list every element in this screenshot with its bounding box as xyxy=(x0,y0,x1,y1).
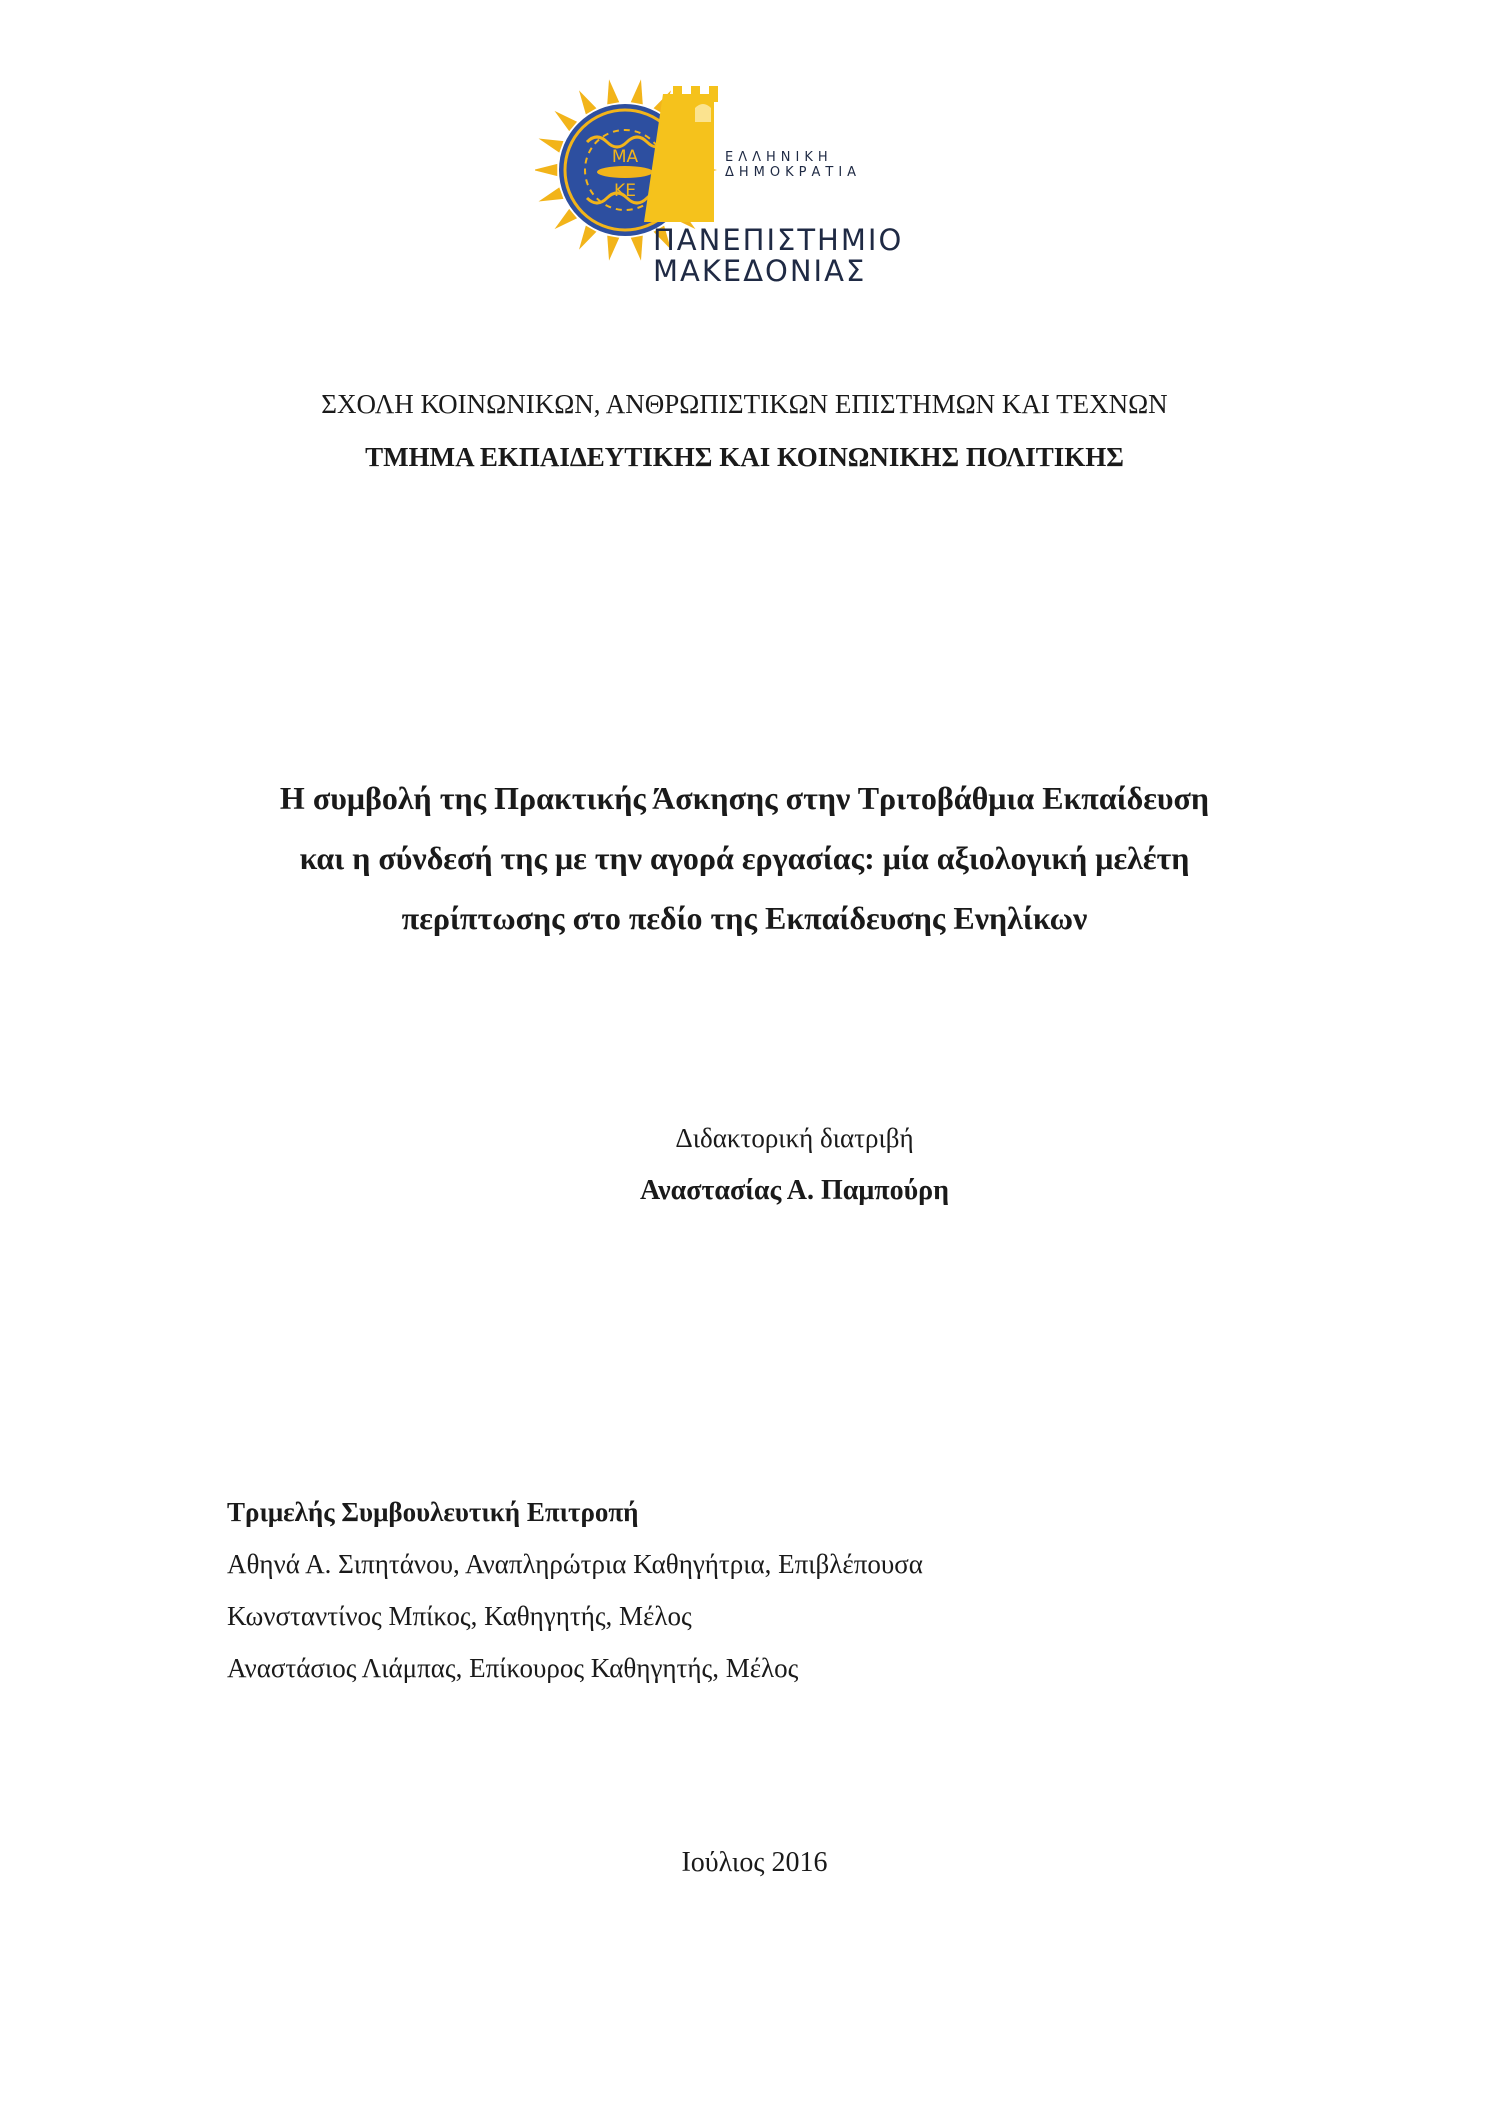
thesis-title-line-3: περίπτωσης στο πεδίο της Εκπαίδευσης Ενηλίκων xyxy=(401,900,1088,936)
committee-member: Κωνσταντίνος Μπίκος, Καθηγητής, Μέλος xyxy=(227,1601,692,1631)
university-name-line-1: ΠΑΝΕΠΙΣΤΗΜΙΟ xyxy=(653,223,904,257)
republic-line-1: ΕΛΛΗΝΙΚΗ xyxy=(725,150,833,165)
seal-text-bottom: ΚΕ xyxy=(614,181,636,201)
committee-member: Αναστάσιος Λιάμπας, Επίκουρος Καθηγητής, Μέλος xyxy=(227,1653,799,1683)
sun-ray xyxy=(631,79,643,104)
republic-label xyxy=(725,150,861,180)
sun-ray xyxy=(631,236,643,261)
university-logo xyxy=(535,62,904,302)
submission-date: Ιούλιος 2016 xyxy=(681,1847,828,1878)
school-name: ΣΧΟΛΗ ΚΟΙΝΩΝΙΚΩΝ, ΑΝΘΡΩΠΙΣΤΙΚΩΝ ΕΠΙΣΤΗΜΩΝ ΚΑΙ ΤΕΧΝΩΝ xyxy=(321,389,1168,419)
sun-ray xyxy=(579,226,596,250)
sun-ray xyxy=(607,79,619,104)
thesis-author: Αναστασίας Α. Παμπούρη xyxy=(639,1175,950,1206)
sun-ray xyxy=(579,90,596,114)
sun-ray xyxy=(555,209,578,229)
thesis-title-line-1: Η συμβολή της Πρακτικής Άσκησης στην Τριτοβάθμια Εκπαίδευση xyxy=(279,780,1210,816)
sun-ray xyxy=(539,139,564,153)
thesis-title xyxy=(0,768,1489,948)
sun-ray xyxy=(607,236,619,261)
advisory-committee xyxy=(227,1486,923,1694)
thesis-type: Διδακτορική διατριβή xyxy=(675,1123,914,1153)
university-name-line-2: ΜΑΚΕΔΟΝΙΑΣ xyxy=(653,254,867,288)
republic-line-2: ΔΗΜΟΚΡΑΤΙΑ xyxy=(725,165,862,180)
department-name: ΤΜΗΜΑ ΕΚΠΑΙΔΕΥΤΙΚΗΣ ΚΑΙ ΚΟΙΝΩΝΙΚΗΣ ΠΟΛΙΤΙΚΗΣ xyxy=(365,442,1124,472)
thesis-title-line-2: και η σύνδεσή της με την αγορά εργασίας: μία αξιολογική μελέτη xyxy=(299,840,1190,876)
sun-ray xyxy=(535,164,557,176)
committee-member: Αθηνά Α. Σιπητάνου, Αναπληρώτρια Καθηγήτρια, Επιβλέπουσα xyxy=(227,1549,923,1579)
sun-ray xyxy=(555,111,578,131)
seal-text-top: ΜΑ xyxy=(611,147,639,167)
sun-ray xyxy=(539,187,564,201)
committee-heading: Τριμελής Συμβουλευτική Επιτροπή xyxy=(227,1497,639,1527)
university-name xyxy=(653,225,903,287)
